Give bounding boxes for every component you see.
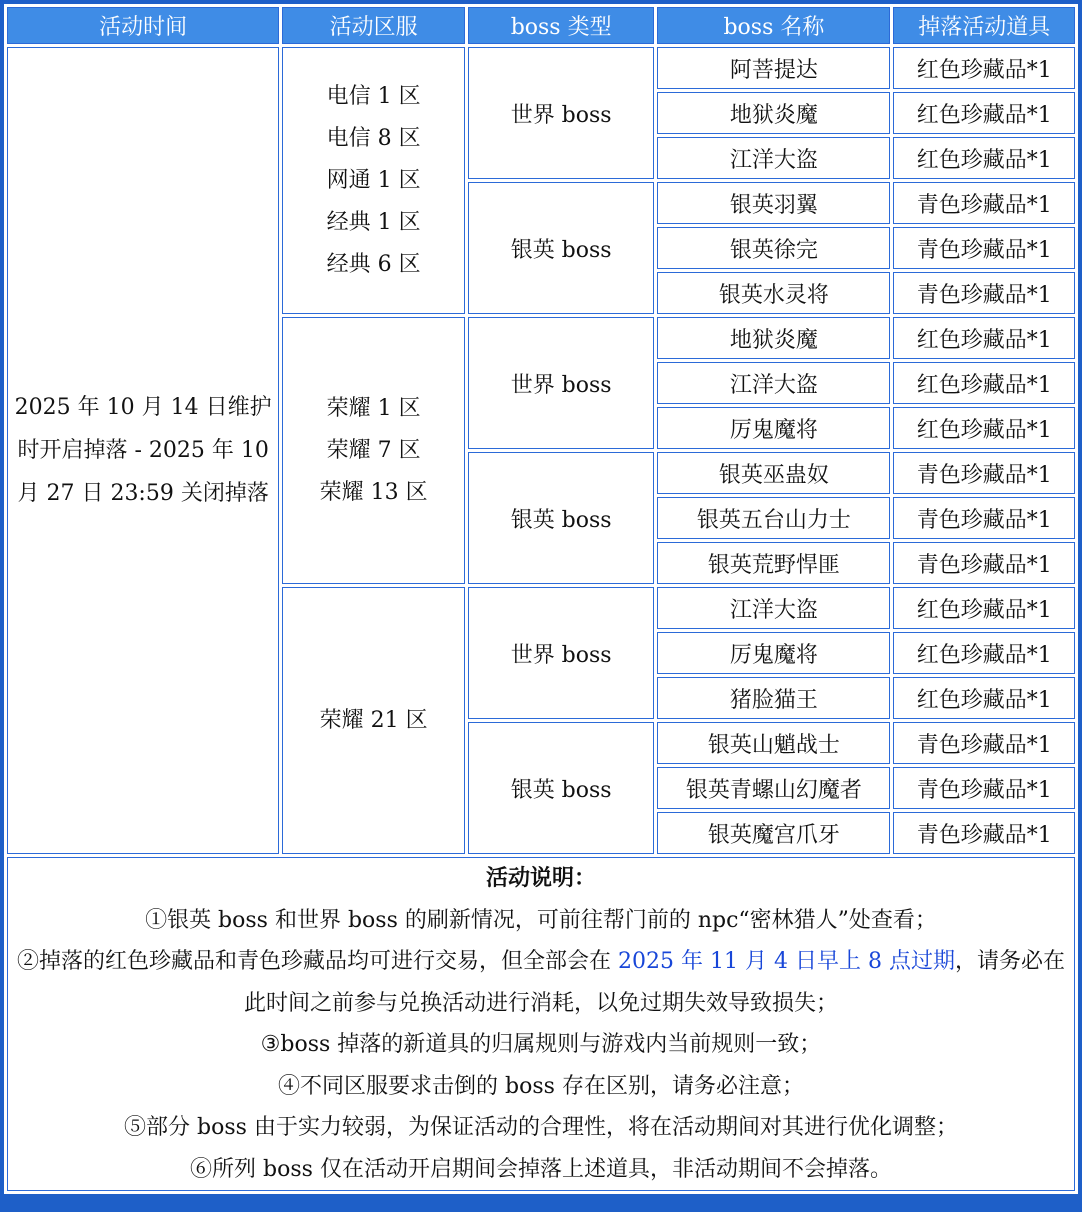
drop-item-cell: 红色珍藏品*1	[893, 632, 1075, 674]
boss-name-cell: 江洋大盗	[657, 587, 890, 629]
server-name: 荣耀 7 区	[326, 437, 421, 463]
drop-item-cell: 红色珍藏品*1	[893, 587, 1075, 629]
boss-name-cell: 银英羽翼	[657, 182, 890, 224]
boss-type-cell: 银英 boss	[468, 452, 655, 584]
event-time-cell: 2025 年 10 月 14 日维护时开启掉落 - 2025 年 10 月 27 日 23:59 关闭掉落	[7, 47, 279, 854]
drop-item-cell: 青色珍藏品*1	[893, 722, 1075, 764]
drop-item-cell: 红色珍藏品*1	[893, 407, 1075, 449]
drop-item-cell: 红色珍藏品*1	[893, 677, 1075, 719]
header-boss-name: boss 名称	[657, 7, 890, 44]
note-2	[8, 941, 1074, 1024]
boss-name-cell: 银英水灵将	[657, 272, 890, 314]
boss-name-cell: 地狱炎魔	[657, 92, 890, 134]
boss-type-cell: 银英 boss	[468, 722, 655, 854]
boss-name-cell: 银英青螺山幻魔者	[657, 767, 890, 809]
drop-item-cell: 红色珍藏品*1	[893, 362, 1075, 404]
server-name: 经典 6 区	[326, 251, 421, 277]
header-drop-item: 掉落活动道具	[893, 7, 1075, 44]
boss-name-cell: 厉鬼魔将	[657, 632, 890, 674]
note-4: ④不同区服要求击倒的 boss 存在区别，请务必注意；	[278, 1073, 804, 1099]
drop-item-cell: 青色珍藏品*1	[893, 497, 1075, 539]
drop-item-cell: 红色珍藏品*1	[893, 317, 1075, 359]
note-2-text-rest: ，请务必在此时间之前参与兑换活动进行消耗，以免过期失效导致损失；	[243, 949, 1065, 1016]
server-name: 荣耀 13 区	[319, 479, 428, 505]
note-1: ①银英 boss 和世界 boss 的刷新情况，可前往帮门前的 npc“密林猎人”处查看；	[145, 907, 937, 933]
header-boss-type: boss 类型	[468, 7, 655, 44]
boss-type-cell: 银英 boss	[468, 182, 655, 314]
boss-type-cell: 世界 boss	[468, 587, 655, 719]
expiry-date-highlight: 2025 年 11 月 4 日早上 8 点过期	[618, 949, 955, 974]
boss-name-cell: 银英魔宫爪牙	[657, 812, 890, 854]
boss-name-cell: 银英山魈战士	[657, 722, 890, 764]
boss-name-cell: 江洋大盗	[657, 362, 890, 404]
server-group-2	[282, 317, 465, 584]
table-row	[7, 47, 1075, 89]
boss-type-cell: 世界 boss	[468, 317, 655, 449]
drop-item-cell: 青色珍藏品*1	[893, 227, 1075, 269]
server-name: 荣耀 1 区	[326, 395, 421, 421]
drop-item-cell: 青色珍藏品*1	[893, 767, 1075, 809]
drop-item-cell: 青色珍藏品*1	[893, 182, 1075, 224]
notes-title: 活动说明：	[485, 865, 596, 891]
boss-name-cell: 地狱炎魔	[657, 317, 890, 359]
drop-item-cell: 青色珍藏品*1	[893, 542, 1075, 584]
boss-name-cell: 阿菩提达	[657, 47, 890, 89]
note-3: ③boss 掉落的新道具的归属规则与游戏内当前规则一致；	[260, 1032, 822, 1057]
header-row	[7, 7, 1075, 44]
server-name: 电信 8 区	[326, 125, 421, 151]
drop-item-cell: 青色珍藏品*1	[893, 812, 1075, 854]
boss-name-cell: 猪脸猫王	[657, 677, 890, 719]
header-server: 活动区服	[282, 7, 465, 44]
boss-name-cell: 银英徐完	[657, 227, 890, 269]
event-drop-table	[4, 4, 1078, 1194]
drop-item-cell: 红色珍藏品*1	[893, 137, 1075, 179]
boss-name-cell: 银英巫蛊奴	[657, 452, 890, 494]
drop-item-cell: 青色珍藏品*1	[893, 452, 1075, 494]
note-5: ⑤部分 boss 由于实力较弱，为保证活动的合理性，将在活动期间对其进行优化调整；	[124, 1115, 958, 1140]
note-2-text: ②掉落的红色珍藏品和青色珍藏品均可进行交易，但全部会在	[17, 949, 619, 974]
boss-name-cell: 江洋大盗	[657, 137, 890, 179]
note-6: ⑥所列 boss 仅在活动开启期间会掉落上述道具，非活动期间不会掉落。	[190, 1156, 892, 1182]
server-name: 荣耀 21 区	[319, 707, 428, 733]
notes-row	[7, 857, 1075, 1191]
boss-name-cell: 银英荒野悍匪	[657, 542, 890, 584]
server-name: 电信 1 区	[326, 83, 421, 109]
drop-item-cell: 红色珍藏品*1	[893, 47, 1075, 89]
notes-cell	[7, 857, 1075, 1191]
boss-type-cell: 世界 boss	[468, 47, 655, 179]
server-group-1	[282, 47, 465, 314]
header-time: 活动时间	[7, 7, 279, 44]
drop-item-cell: 青色珍藏品*1	[893, 272, 1075, 314]
drop-item-cell: 红色珍藏品*1	[893, 92, 1075, 134]
server-name: 经典 1 区	[326, 209, 421, 235]
server-name: 网通 1 区	[326, 167, 421, 193]
boss-name-cell: 厉鬼魔将	[657, 407, 890, 449]
server-group-3	[282, 587, 465, 854]
boss-name-cell: 银英五台山力士	[657, 497, 890, 539]
